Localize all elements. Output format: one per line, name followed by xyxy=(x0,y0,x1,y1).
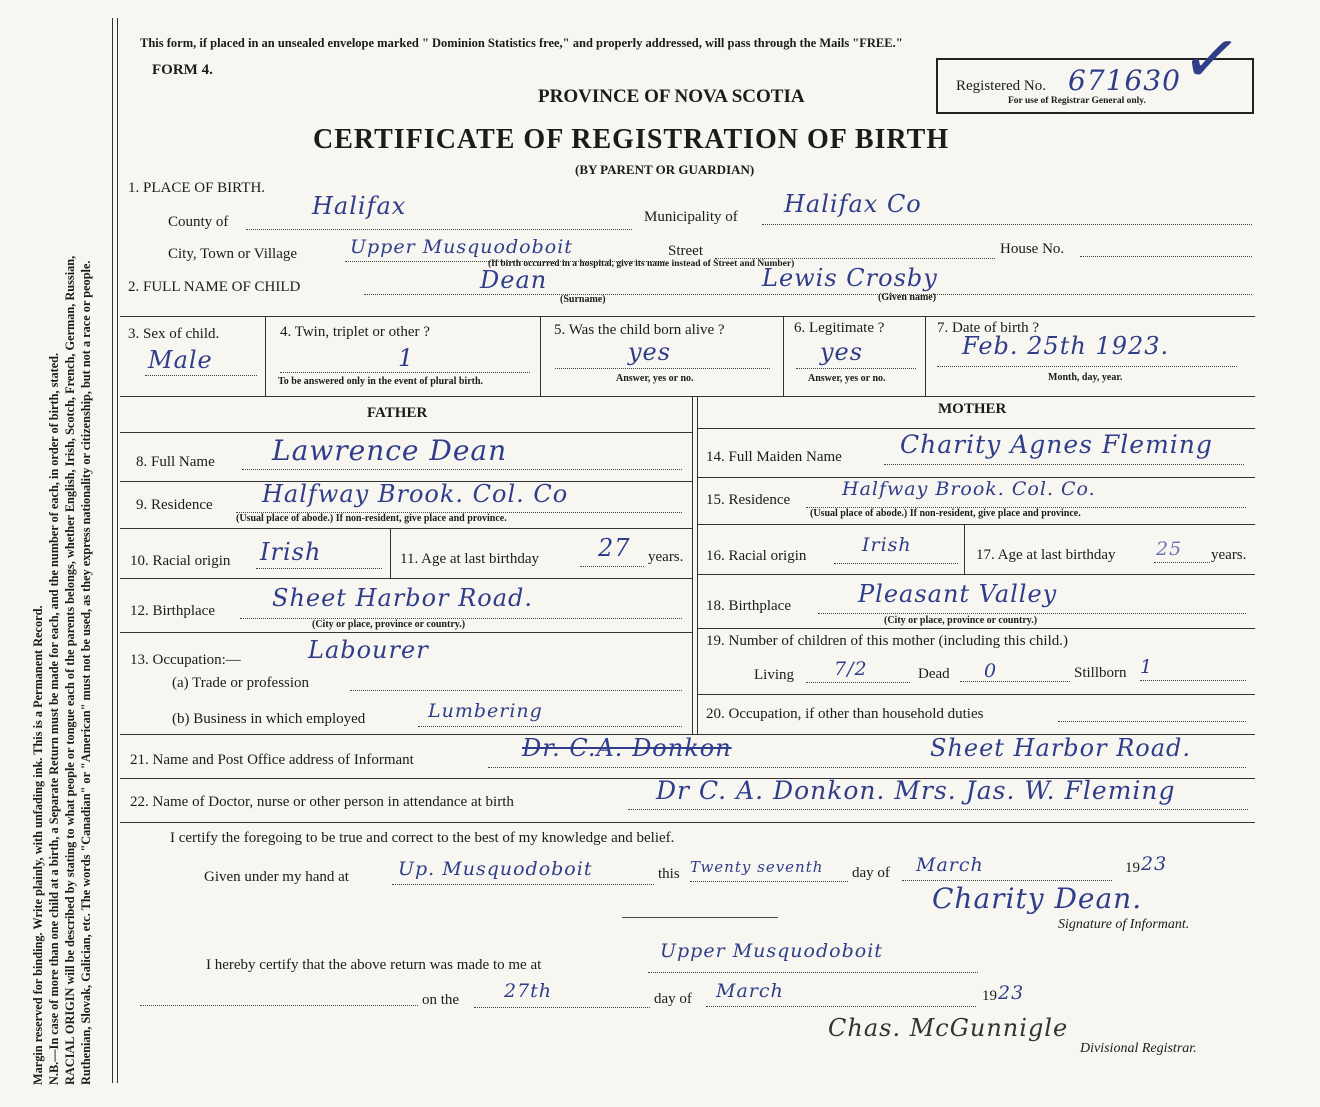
mother-racial-label: 16. Racial origin xyxy=(706,548,807,564)
father-occupation-label: 13. Occupation:— xyxy=(130,652,241,668)
father-residence-label: 9. Residence xyxy=(136,497,213,513)
mother-heading: MOTHER xyxy=(938,401,1007,417)
father-birthplace-value: Sheet Harbor Road. xyxy=(272,584,534,612)
mother-name-value: Charity Agnes Fleming xyxy=(900,430,1213,459)
binding-rule xyxy=(112,18,113,1083)
county-label: County of xyxy=(168,214,229,230)
certification-month: March xyxy=(916,854,984,876)
father-racial-value: Irish xyxy=(260,538,322,566)
twin-label: 4. Twin, triplet or other ? xyxy=(280,324,430,340)
mother-age-label: 17. Age at last birthday xyxy=(976,547,1116,563)
dead-value: 0 xyxy=(984,660,998,682)
street-label: Street xyxy=(668,243,703,259)
page-title: CERTIFICATE OF REGISTRATION OF BIRTH xyxy=(313,124,950,155)
living-label: Living xyxy=(754,667,794,683)
father-birthplace-label: 12. Birthplace xyxy=(130,603,215,619)
children-count-label: 19. Number of children of this mother (including this child.) xyxy=(706,633,1069,649)
legitimate-caption: Answer, yes or no. xyxy=(808,373,886,384)
form-number: FORM 4. xyxy=(152,62,213,78)
mother-occupation-label: 20. Occupation, if other than household duties xyxy=(706,706,984,722)
stillborn-value: 1 xyxy=(1140,656,1154,678)
born-alive-label: 5. Was the child born alive ? xyxy=(554,322,725,338)
father-birthplace-caption: (City or place, province or country.) xyxy=(312,619,466,630)
certification-statement: I certify the foregoing to be true and correct to the best of my knowledge and belief. xyxy=(170,830,675,846)
child-given-name: Lewis Crosby xyxy=(762,264,938,292)
given-place-value: Up. Musquodoboit xyxy=(398,858,593,880)
margin-line-4: Ruthenian, Slovak, Galician, etc. The words "Canadian" or "American" must not be used, as they express nationality or citizenship, but not a race or people. xyxy=(79,260,93,1085)
margin-line-3: RACIAL ORIGIN will be described by stating to what people or tongue each of the parents belongs, whether English, Irish, Scotch, French, German, Russian, xyxy=(63,255,77,1085)
business-value: Lumbering xyxy=(428,700,543,722)
child-surname: Dean xyxy=(480,266,548,294)
father-name-label: 8. Full Name xyxy=(136,454,215,470)
surname-caption: (Surname) xyxy=(560,294,606,305)
checkmark-icon: ✓ xyxy=(1176,14,1248,104)
twin-value: 1 xyxy=(398,344,415,372)
registrar-statement: I hereby certify that the above return was made to me at xyxy=(206,957,542,973)
page-subtitle: (BY PARENT OR GUARDIAN) xyxy=(575,162,755,177)
mother-residence-caption: (Usual place of abode.) If non-resident, give place and province. xyxy=(810,508,1081,519)
sex-value: Male xyxy=(148,346,213,374)
twin-caption: To be answered only in the event of plural birth. xyxy=(278,376,484,387)
this-label: this xyxy=(658,866,680,882)
city-value: Upper Musquodoboit xyxy=(350,236,573,258)
father-age-value: 27 xyxy=(598,534,631,562)
place-of-birth-label: 1. PLACE OF BIRTH. xyxy=(128,180,266,196)
mother-birthplace-caption: (City or place, province or country.) xyxy=(884,615,1038,626)
certification-day: Twenty seventh xyxy=(690,858,824,876)
registrar-year-prefix: 19 xyxy=(982,988,997,1004)
binding-rule-inner xyxy=(117,18,118,1083)
informant-signature-caption: Signature of Informant. xyxy=(1058,917,1190,932)
dob-caption: Month, day, year. xyxy=(1048,372,1123,383)
trade-label: (a) Trade or profession xyxy=(172,675,310,691)
father-age-label: 11. Age at last birthday xyxy=(400,551,539,567)
stillborn-label: Stillborn xyxy=(1074,665,1127,681)
registrar-day-of-label: day of xyxy=(654,991,692,1007)
mother-residence-value: Halfway Brook. Col. Co. xyxy=(842,478,1096,500)
informant-name-value: Dr. C.A. Donkon xyxy=(522,734,732,762)
mother-name-label: 14. Full Maiden Name xyxy=(706,449,842,465)
mother-residence-label: 15. Residence xyxy=(706,492,791,508)
informant-label: 21. Name and Post Office address of Informant xyxy=(130,752,414,768)
legitimate-label: 6. Legitimate ? xyxy=(794,320,885,336)
registrar-note: For use of Registrar General only. xyxy=(1008,96,1146,106)
registrar-signature-caption: Divisional Registrar. xyxy=(1080,1041,1197,1056)
mother-age-value: 25 xyxy=(1156,538,1183,560)
dob-value: Feb. 25th 1923. xyxy=(962,332,1170,360)
registrar-day: 27th xyxy=(504,980,553,1002)
dob-label: 7. Date of birth ? xyxy=(937,320,1040,336)
living-value: 7/2 xyxy=(834,658,868,680)
county-value: Halifax xyxy=(312,192,407,220)
born-alive-caption: Answer, yes or no. xyxy=(616,373,694,384)
father-residence-caption: (Usual place of abode.) If non-resident, give place and province. xyxy=(236,513,507,524)
dead-label: Dead xyxy=(918,666,950,682)
certification-year-prefix: 19 xyxy=(1125,860,1140,876)
registrar-signature: Chas. McGunnigle xyxy=(828,1014,1069,1042)
on-the-label: on the xyxy=(422,992,460,1008)
informant-signature: Charity Dean. xyxy=(932,882,1143,915)
father-name-value: Lawrence Dean xyxy=(272,434,508,467)
mother-birthplace-value: Pleasant Valley xyxy=(858,580,1058,608)
informant-address-value: Sheet Harbor Road. xyxy=(930,734,1192,762)
mother-birthplace-label: 18. Birthplace xyxy=(706,598,791,614)
municipality-value: Halifax Co xyxy=(784,190,922,218)
province-heading: PROVINCE OF NOVA SCOTIA xyxy=(538,86,805,107)
margin-line-1: Margin reserved for binding. Write plainly, with unfading ink. This is a Permanent Record. xyxy=(31,605,45,1085)
legitimate-value: yes xyxy=(820,338,864,366)
given-under-label: Given under my hand at xyxy=(204,869,349,885)
registrar-month: March xyxy=(716,980,784,1002)
attendant-label: 22. Name of Doctor, nurse or other person in attendance at birth xyxy=(130,794,514,810)
mother-racial-value: Irish xyxy=(862,534,912,556)
city-label: City, Town or Village xyxy=(168,246,298,262)
attendant-value: Dr C. A. Donkon. Mrs. Jas. W. Fleming xyxy=(656,776,1176,805)
margin-line-2: N.B.—In case of more than one child at a birth, a Separate Return must be made for each, and the number of each, in order of birth, stated. xyxy=(47,352,61,1085)
certification-day-of-label: day of xyxy=(852,865,890,881)
child-name-label: 2. FULL NAME OF CHILD xyxy=(128,279,301,295)
registrar-year: 23 xyxy=(998,982,1025,1004)
mother-age-unit: years. xyxy=(1211,547,1247,563)
business-label: (b) Business in which employed xyxy=(172,711,366,727)
registered-number: 671630 xyxy=(1068,64,1181,97)
mail-notice: This form, if placed in an unsealed envelope marked " Dominion Statistics free," and properly addressed, will pass through the Mails "FREE." xyxy=(140,36,903,50)
house-number-label: House No. xyxy=(1000,241,1065,257)
municipality-label: Municipality of xyxy=(644,209,738,225)
registrar-place-value: Upper Musquodoboit xyxy=(660,940,883,962)
margin-instructions xyxy=(30,35,94,1085)
father-racial-label: 10. Racial origin xyxy=(130,553,231,569)
registered-label: Registered No. xyxy=(956,78,1046,94)
father-age-unit: years. xyxy=(648,549,684,565)
father-heading: FATHER xyxy=(367,405,428,421)
hospital-note: (If birth occurred in a hospital, give its name instead of Street and Number) xyxy=(488,259,795,269)
given-name-caption: (Given name) xyxy=(878,292,937,303)
certification-year: 23 xyxy=(1141,853,1168,875)
sex-label: 3. Sex of child. xyxy=(128,326,220,342)
father-residence-value: Halfway Brook. Col. Co xyxy=(262,480,569,508)
father-occupation-value: Labourer xyxy=(308,636,429,664)
born-alive-value: yes xyxy=(628,338,672,366)
